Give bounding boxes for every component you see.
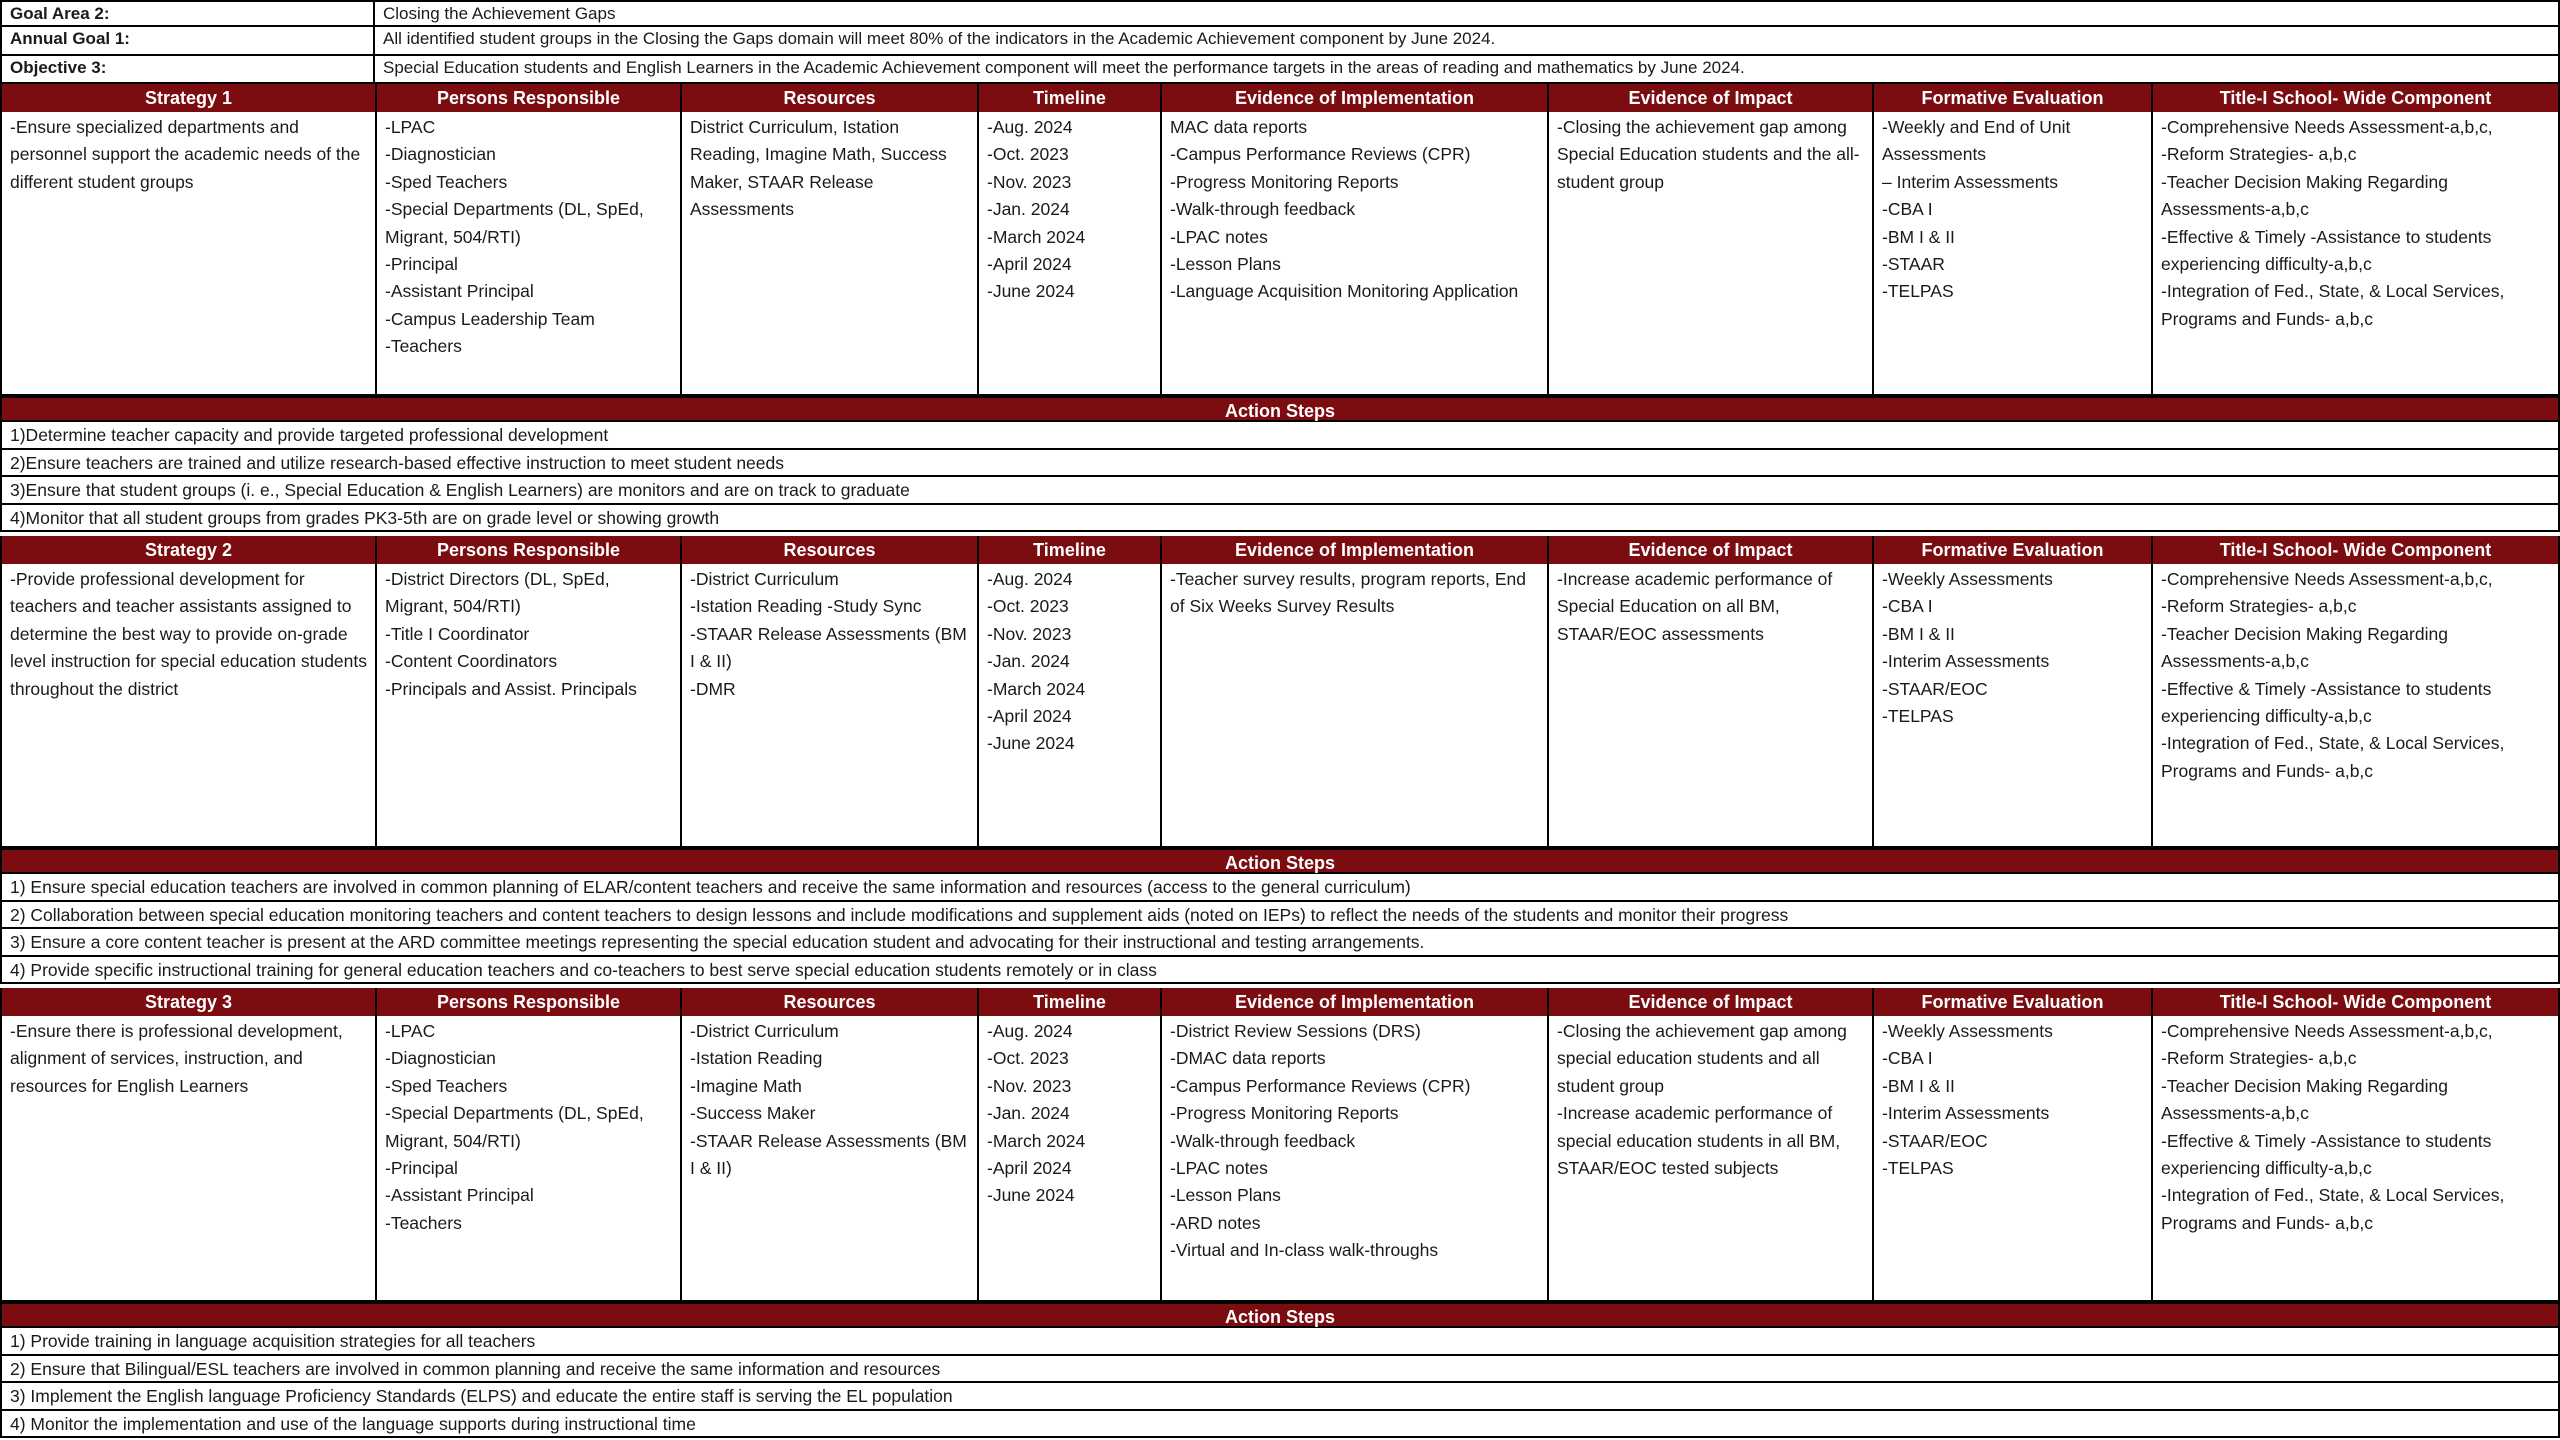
- action-step: 4)Monitor that all student groups from grades PK3-5th are on grade level or showing growth: [0, 505, 2560, 533]
- action-step: 2) Ensure that Bilingual/ESL teachers are involved in common planning and receive the same information and resources: [0, 1356, 2560, 1384]
- objective-label: Objective 3:: [0, 56, 375, 82]
- resources-cell: District Curriculum, Istation Reading, Imagine Math, Success Maker, STAAR Release Assessments: [682, 112, 979, 394]
- col-timeline: Timeline: [979, 988, 1162, 1016]
- col-formative: Formative Evaluation: [1874, 84, 2153, 112]
- col-title1: Title-I School- Wide Component: [2153, 988, 2560, 1016]
- title1-cell: -Comprehensive Needs Assessment-a,b,c, -Reform Strategies- a,b,c -Teacher Decision Making Regarding Assessments-a,b,c -Effective & Timely -Assistance to students experiencing difficulty-a,b,c -Integration of Fed., State, & Local Services, Programs and Funds- a,b,c: [2153, 1016, 2560, 1300]
- action-step: 3) Implement the English language Proficiency Standards (ELPS) and educate the entire staff is serving the EL population: [0, 1383, 2560, 1411]
- title1-cell: -Comprehensive Needs Assessment-a,b,c, -Reform Strategies- a,b,c -Teacher Decision Making Regarding Assessments-a,b,c -Effective & Timely -Assistance to students experiencing difficulty-a,b,c -Integration of Fed., State, & Local Services, Programs and Funds- a,b,c: [2153, 564, 2560, 846]
- impact-cell: -Closing the achievement gap among Special Education students and the all-student group: [1549, 112, 1874, 394]
- col-implementation: Evidence of Implementation: [1162, 988, 1549, 1016]
- formative-cell: -Weekly Assessments -CBA I -BM I & II -Interim Assessments -STAAR/EOC -TELPAS: [1874, 564, 2153, 846]
- resources-cell: -District Curriculum -Istation Reading -Imagine Math -Success Maker -STAAR Release Assessments (BM I & II): [682, 1016, 979, 1300]
- col-resources: Resources: [682, 84, 979, 112]
- action-step: 3) Ensure a core content teacher is present at the ARD committee meetings representing the special education student and advocating for their instructional and testing arrangements.: [0, 929, 2560, 957]
- annual-goal-row: [0, 27, 2560, 56]
- goal-area-value: Closing the Achievement Gaps: [375, 2, 2560, 25]
- timeline-cell: -Aug. 2024 -Oct. 2023 -Nov. 2023 -Jan. 2024 -March 2024 -April 2024 -June 2024: [979, 112, 1162, 394]
- col-implementation: Evidence of Implementation: [1162, 536, 1549, 564]
- strategy-title: Strategy 1: [0, 84, 377, 112]
- annual-goal-value: All identified student groups in the Closing the Gaps domain will meet 80% of the indicators in the Academic Achievement component by June 2024.: [375, 27, 2560, 54]
- implementation-cell: -Teacher survey results, program reports, End of Six Weeks Survey Results: [1162, 564, 1549, 846]
- timeline-cell: -Aug. 2024 -Oct. 2023 -Nov. 2023 -Jan. 2024 -March 2024 -April 2024 -June 2024: [979, 1016, 1162, 1300]
- action-step: 3)Ensure that student groups (i. e., Special Education & English Learners) are monitors and are on track to graduate: [0, 477, 2560, 505]
- strategy-1-header: [0, 84, 2560, 112]
- action-steps-header: Action Steps: [0, 396, 2560, 422]
- objective-row: [0, 56, 2560, 84]
- strategy-3-header: [0, 988, 2560, 1016]
- col-title1: Title-I School- Wide Component: [2153, 536, 2560, 564]
- col-formative: Formative Evaluation: [1874, 536, 2153, 564]
- strategy-description: -Ensure specialized departments and personnel support the academic needs of the different student groups: [0, 112, 377, 394]
- action-steps-header: Action Steps: [0, 848, 2560, 874]
- annual-goal-label: Annual Goal 1:: [0, 27, 375, 54]
- col-formative: Formative Evaluation: [1874, 988, 2153, 1016]
- persons-cell: -District Directors (DL, SpEd, Migrant, 504/RTI) -Title I Coordinator -Content Coordinators -Principals and Assist. Principals: [377, 564, 682, 846]
- action-step: 1) Ensure special education teachers are involved in common planning of ELAR/content teachers and receive the same information and resources (access to the general curriculum): [0, 874, 2560, 902]
- strategy-title: Strategy 2: [0, 536, 377, 564]
- formative-cell: -Weekly and End of Unit Assessments – Interim Assessments -CBA I -BM I & II -STAAR -TELPAS: [1874, 112, 2153, 394]
- action-steps-header: Action Steps: [0, 1302, 2560, 1328]
- strategy-title: Strategy 3: [0, 988, 377, 1016]
- col-resources: Resources: [682, 536, 979, 564]
- timeline-cell: -Aug. 2024 -Oct. 2023 -Nov. 2023 -Jan. 2024 -March 2024 -April 2024 -June 2024: [979, 564, 1162, 846]
- formative-cell: -Weekly Assessments -CBA I -BM I & II -Interim Assessments -STAAR/EOC -TELPAS: [1874, 1016, 2153, 1300]
- title1-cell: -Comprehensive Needs Assessment-a,b,c, -Reform Strategies- a,b,c -Teacher Decision Making Regarding Assessments-a,b,c -Effective & Timely -Assistance to students experiencing difficulty-a,b,c -Integration of Fed., State, & Local Services, Programs and Funds- a,b,c: [2153, 112, 2560, 394]
- col-title1: Title-I School- Wide Component: [2153, 84, 2560, 112]
- action-step: 2) Collaboration between special education monitoring teachers and content teachers to design lessons and include modifications and supplement aids (noted on IEPs) to reflect the needs of the students and monitor their progress: [0, 902, 2560, 930]
- action-step: 1)Determine teacher capacity and provide targeted professional development: [0, 422, 2560, 450]
- action-step: 4) Monitor the implementation and use of the language supports during instructional time: [0, 1411, 2560, 1439]
- col-resources: Resources: [682, 988, 979, 1016]
- strategy-3-body: [0, 1016, 2560, 1302]
- action-step: 1) Provide training in language acquisition strategies for all teachers: [0, 1328, 2560, 1356]
- col-timeline: Timeline: [979, 536, 1162, 564]
- col-persons: Persons Responsible: [377, 536, 682, 564]
- strategy-1-body: [0, 112, 2560, 396]
- impact-cell: -Closing the achievement gap among special education students and all student group -Increase academic performance of special education students in all BM, STAAR/EOC tested subjects: [1549, 1016, 1874, 1300]
- strategy-description: -Provide professional development for teachers and teacher assistants assigned to determine the best way to provide on-grade level instruction for special education students throughout the district: [0, 564, 377, 846]
- goal-area-row: [0, 0, 2560, 27]
- persons-cell: -LPAC -Diagnostician -Sped Teachers -Special Departments (DL, SpEd, Migrant, 504/RTI) -Principal -Assistant Principal -Teachers: [377, 1016, 682, 1300]
- col-impact: Evidence of Impact: [1549, 536, 1874, 564]
- persons-cell: -LPAC -Diagnostician -Sped Teachers -Special Departments (DL, SpEd, Migrant, 504/RTI) -Principal -Assistant Principal -Campus Leadership Team -Teachers: [377, 112, 682, 394]
- goal-area-label: Goal Area 2:: [0, 2, 375, 25]
- action-step: 2)Ensure teachers are trained and utilize research-based effective instruction to meet student needs: [0, 450, 2560, 478]
- impact-cell: -Increase academic performance of Special Education on all BM, STAAR/EOC assessments: [1549, 564, 1874, 846]
- implementation-cell: MAC data reports -Campus Performance Reviews (CPR) -Progress Monitoring Reports -Walk-through feedback -LPAC notes -Lesson Plans -Language Acquisition Monitoring Application: [1162, 112, 1549, 394]
- col-persons: Persons Responsible: [377, 988, 682, 1016]
- col-persons: Persons Responsible: [377, 84, 682, 112]
- strategy-description: -Ensure there is professional development, alignment of services, instruction, and resources for English Learners: [0, 1016, 377, 1300]
- objective-value: Special Education students and English Learners in the Academic Achievement component will meet the performance targets in the areas of reading and mathematics by June 2024.: [375, 56, 2560, 82]
- col-implementation: Evidence of Implementation: [1162, 84, 1549, 112]
- col-timeline: Timeline: [979, 84, 1162, 112]
- strategy-2-body: [0, 564, 2560, 848]
- resources-cell: -District Curriculum -Istation Reading -Study Sync -STAAR Release Assessments (BM I & II) -DMR: [682, 564, 979, 846]
- col-impact: Evidence of Impact: [1549, 988, 1874, 1016]
- action-step: 4) Provide specific instructional training for general education teachers and co-teachers to best serve special education students remotely or in class: [0, 957, 2560, 985]
- implementation-cell: -District Review Sessions (DRS) -DMAC data reports -Campus Performance Reviews (CPR) -Progress Monitoring Reports -Walk-through feedback -LPAC notes -Lesson Plans -ARD notes -Virtual and In-class walk-throughs: [1162, 1016, 1549, 1300]
- strategy-2-header: [0, 536, 2560, 564]
- col-impact: Evidence of Impact: [1549, 84, 1874, 112]
